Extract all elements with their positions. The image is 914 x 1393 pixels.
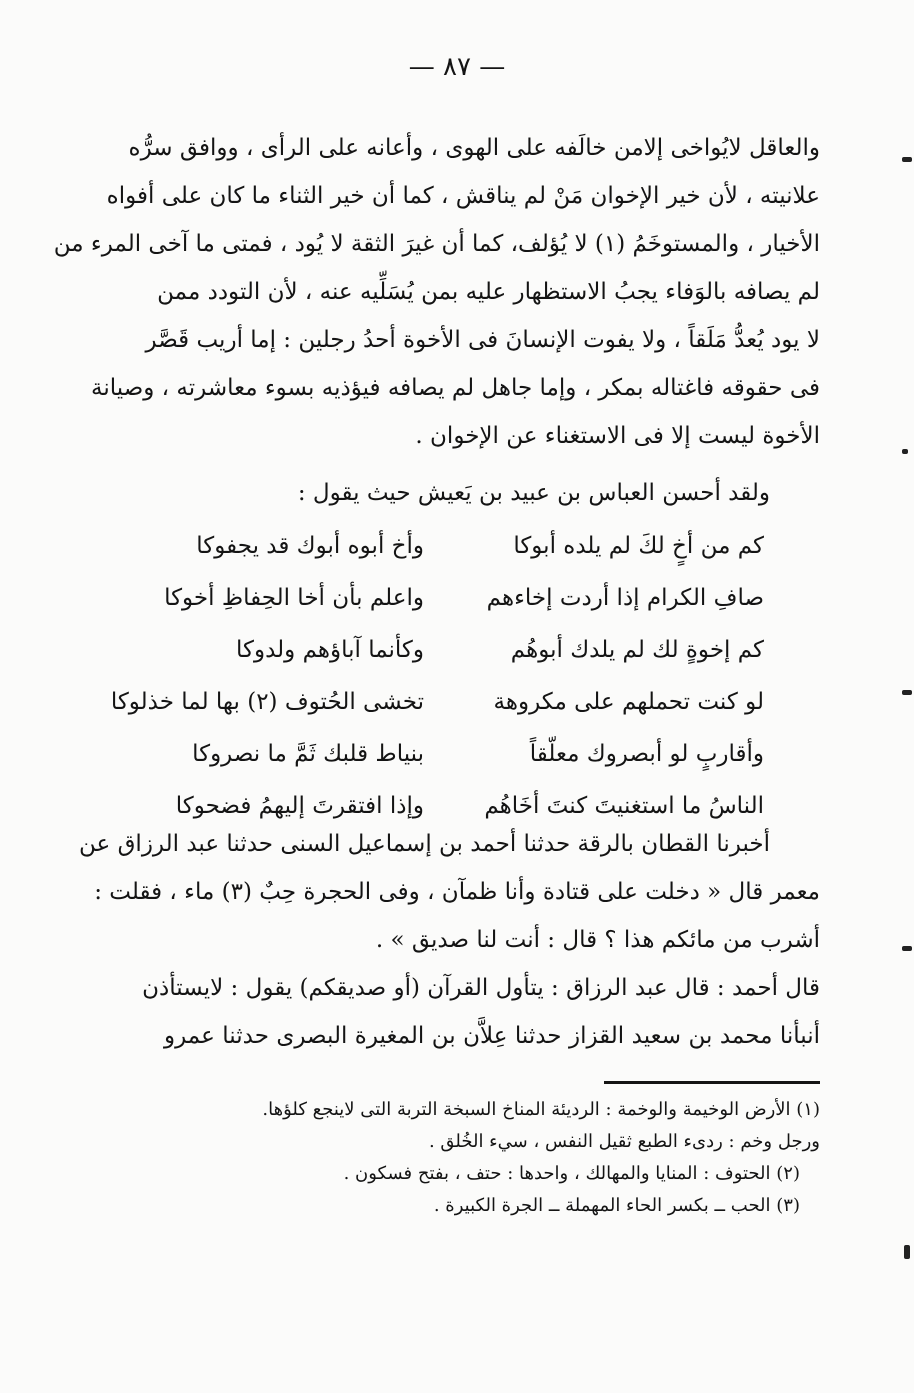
footnote: (٢) الحتوف : المنايا والمهالك ، واحدها : حتف ، بفتح فسكون . [343, 1163, 800, 1184]
poem-intro [164, 469, 820, 517]
verse-second-hemistich: وأخ أبوه أبوك قد يجفوكا [196, 533, 424, 559]
verse-second-hemistich: وإذا افتقرتَ إليهمُ فضحوكا [175, 793, 424, 819]
margin-mark [902, 946, 912, 951]
main-paragraph [53, 124, 820, 460]
verse-second-hemistich: وكأنما آباؤهم ولدوكا [236, 637, 424, 663]
verse-first-hemistich: كم إخوةٍ لك لم يلدك أبوهُم [510, 637, 764, 663]
text-line: علانيته ، لأن خير الإخوان مَنْ لم يناقش ، كما أن خير الثناء ما كان على أفواه [106, 183, 820, 209]
footnote: (٣) الحب ــ بكسر الحاء المهملة ــ الجرة الكبيرة . [433, 1195, 800, 1216]
verse-second-hemistich: تخشى الحُتوف (٢) بها لما خذلوكا [110, 689, 424, 715]
text-line: لم يصافه بالوَفاء يجبُ الاستظهار عليه بمن يُسَلِّيه عنه ، لأن التودد ممن [157, 279, 820, 305]
verse-first-hemistich: صافِ الكرام إذا أردت إخاءهم [486, 585, 764, 611]
text-line: والعاقل لايُواخى إلامن خالَفه على الهوى ، وأعانه على الرأى ، ووافق سرُّه [128, 135, 820, 161]
text-line: لا يود يُعدُّ مَلَقاً ، ولا يفوت الإنسانَ فى الأخوة أحدُ رجلين : إما أريب قَصَّر [145, 327, 820, 353]
margin-mark [902, 157, 912, 162]
poem-verse [144, 624, 764, 676]
poem-verse [144, 572, 764, 624]
text-line: فى حقوقه فاغتاله بمكر ، وإما جاهل لم يصافه فيؤذيه بسوء معاشرته ، وصيانة [91, 375, 820, 401]
margin-mark [904, 1245, 910, 1259]
text-line: ولقد أحسن العباس بن عبيد بن يَعيش حيث يقول : [297, 480, 770, 506]
verse-second-hemistich: بنياط قلبك ثَمَّ ما نصروكا [192, 741, 424, 767]
verse-second-hemistich: واعلم بأن أخا الحِفاظِ أخوكا [164, 585, 424, 611]
poem-verse [110, 676, 764, 728]
narration-paragraph [79, 820, 820, 1060]
verse-first-hemistich: وأقاربٍ لو أبصروك معلّقاً [529, 741, 764, 767]
footnote-continuation: ورجل وخم : ردىء الطبع ثقيل النفس ، سيء الخُلق . [428, 1131, 820, 1152]
verse-first-hemistich: لو كنت تحملهم على مكروهة [493, 689, 764, 715]
poem-verse [144, 728, 764, 780]
text-line: معمر قال « دخلت على قتادة وأنا ظمآن ، وفى الحجرة حِبٌ (٣) ماء ، فقلت : [94, 879, 820, 905]
margin-mark [902, 690, 912, 695]
text-line: أخبرنا القطان بالرقة حدثنا أحمد بن إسماعيل السنى حدثنا عبد الرزاق عن [79, 831, 770, 857]
verse-first-hemistich: كم من أخٍ لكَ لم يلده أبوكا [513, 533, 764, 559]
text-line: الأخيار ، والمستوخَمُ (١) لا يُؤلف، كما أن غيرَ الثقة لا يُود ، فمتى ما آخى المرء من [53, 231, 820, 257]
text-line: الأخوة ليست إلا فى الاستغناء عن الإخوان . [415, 423, 820, 449]
footnote-separator [604, 1081, 820, 1084]
text-line: أنبأنا محمد بن سعيد القزاز حدثنا عِلاَّن بن المغيرة البصرى حدثنا عمرو [164, 1023, 820, 1049]
page-number: — ٨٧ — [408, 52, 506, 82]
text-line: أشرب من مائكم هذا ؟ قال : أنت لنا صديق » . [375, 927, 820, 953]
margin-mark [902, 449, 908, 454]
verse-first-hemistich: الناسُ ما استغنيتَ كنتَ أخَاهُم [484, 793, 764, 819]
poem-verse [144, 520, 764, 572]
text-line: قال أحمد : قال عبد الرزاق : يتأول القرآن (أو صديقكم) يقول : لايستأذن [142, 975, 820, 1001]
footnote: (١) الأرض الوخيمة والوخمة : الرديئة المناخ السبخة التربة التى لاينجع كلؤها. [262, 1099, 820, 1120]
poem [110, 520, 764, 832]
footnotes [164, 1094, 820, 1222]
